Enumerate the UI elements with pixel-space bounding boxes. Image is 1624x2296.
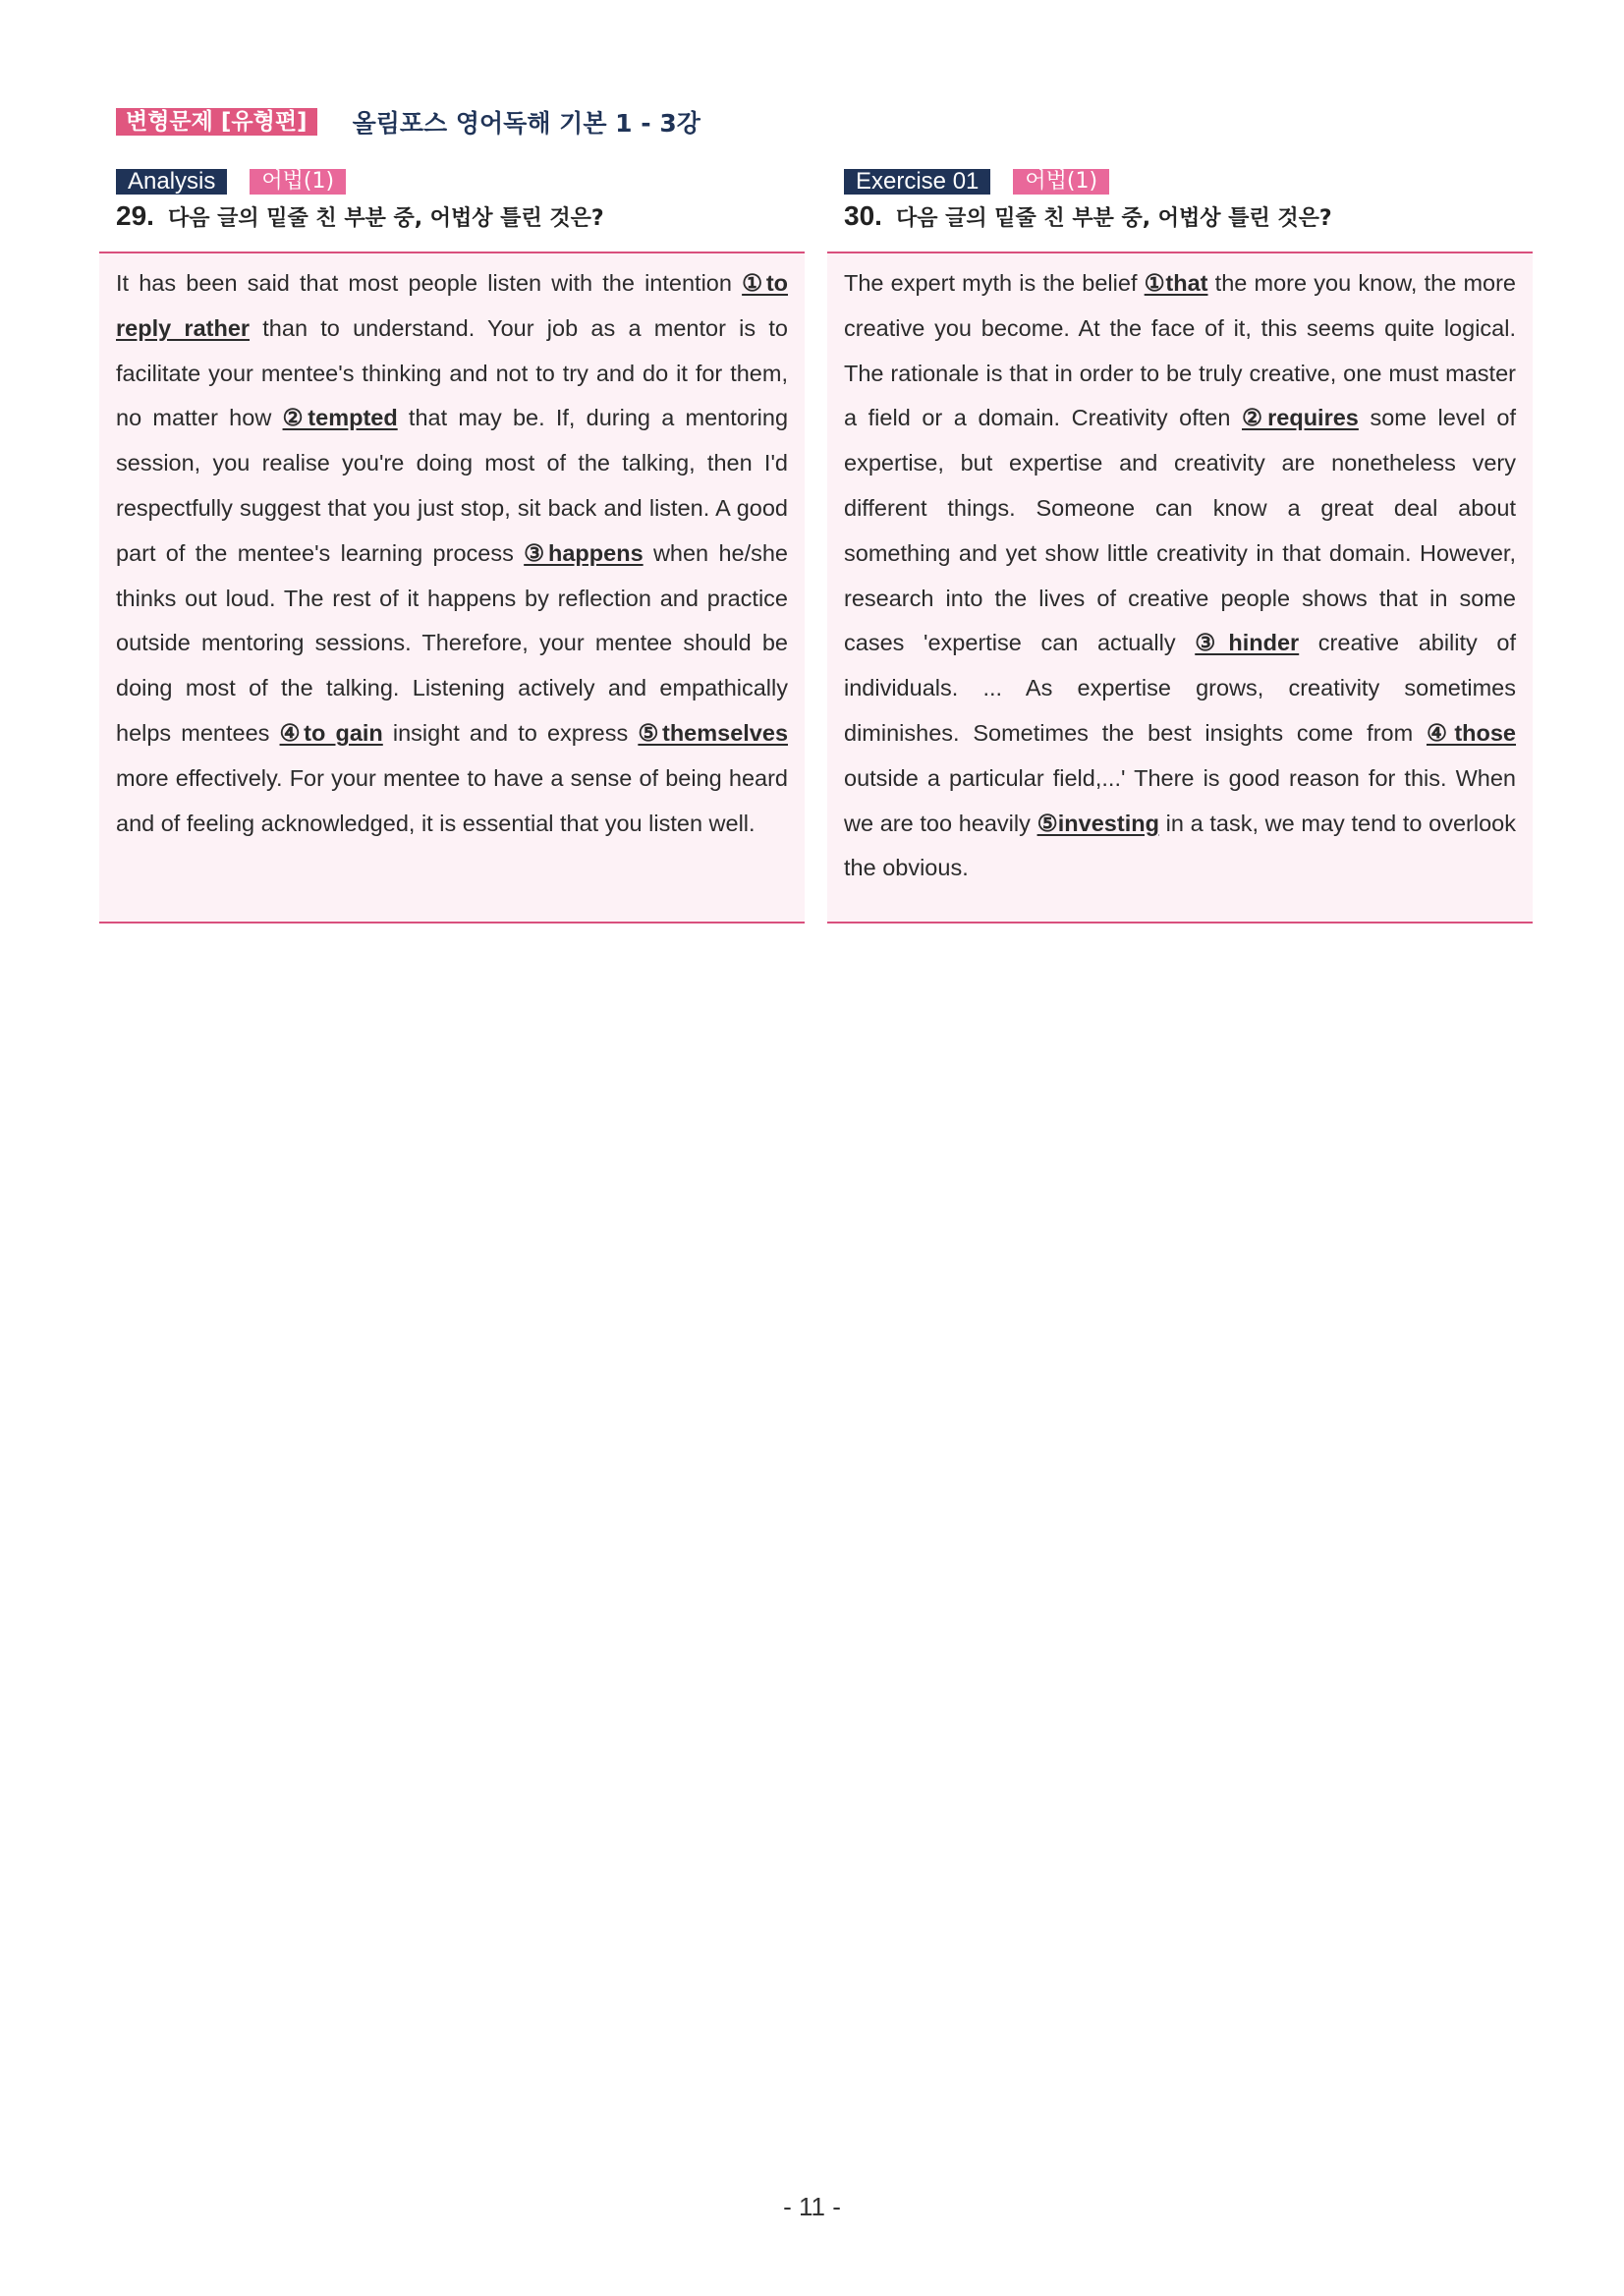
passage-text: [844, 261, 1516, 891]
question-30-labels: [844, 169, 1533, 195]
passage-segment: when he/she thinks out loud. The rest of it happens by reflection and practice outside mentoring sessions. Therefore, your mentee should be doing most of the talking. Listening actively and empathically helps mentees: [116, 539, 788, 746]
passage-box: [99, 252, 805, 924]
underlined-choice: ②requires: [1242, 405, 1359, 431]
passage-segment: some level of expertise, but expertise and creativity are nonetheless very different things. Someone can know a great deal about something and yet show little creativity in that domain. However, research into the lives of creative people shows that in some cases 'expertise can actually: [844, 405, 1517, 656]
underlined-choice: ①that: [1144, 270, 1208, 296]
underlined-choice: ⑤investing: [1036, 810, 1159, 836]
section-label: Exercise 01: [844, 169, 990, 195]
question-29-column: [99, 169, 805, 924]
passage-segment: that may be. If, during a mentoring session, you realise you're doing most of the talking, then I'd respectfully suggest that you just stop, sit back and listen. A good part of the mentee's learning process: [116, 405, 789, 566]
section-label: Analysis: [116, 169, 227, 195]
question-30-prompt: [844, 200, 1533, 232]
passage-segment: more effectively. For your mentee to have a sense of being heard and of feeling acknowledged, it is essential that you listen well.: [116, 764, 788, 836]
passage-segment: insight and to express: [382, 719, 639, 746]
passage-segment: It has been said that most people listen with the intention: [116, 270, 743, 296]
header-title: 올림포스 영어독해 기본 1 - 3강: [352, 109, 700, 138]
underlined-choice: ④those: [1426, 719, 1517, 746]
passage-box: [827, 252, 1533, 924]
passage-segment: The expert myth is the belief: [844, 270, 1145, 296]
question-text: 다음 글의 밑줄 친 부분 중, 어법상 틀린 것은?: [167, 206, 604, 231]
question-30-column: [827, 169, 1533, 924]
underlined-choice: ③happens: [524, 539, 644, 566]
underlined-choice: ①to reply rather: [116, 270, 789, 341]
page-number: - 11 -: [783, 2192, 841, 2221]
underlined-choice: ②tempted: [282, 405, 398, 431]
underlined-choice: ⑤themselves: [638, 719, 789, 746]
passage-text: [116, 261, 788, 846]
question-text: 다음 글의 밑줄 친 부분 중, 어법상 틀린 것은?: [895, 206, 1332, 231]
underlined-choice: ④to gain: [279, 719, 383, 746]
passage-segment: than to understand. Your job as a mentor is to facilitate your mentee's thinking and not to try and do it for them, no matter how: [116, 314, 788, 431]
question-number: 30.: [844, 200, 882, 231]
page-header: [116, 104, 700, 140]
underlined-choice: ③hinder: [1195, 630, 1300, 656]
question-29-labels: [116, 169, 805, 195]
passage-segment: in a task, we may tend to overlook the obvious.: [844, 810, 1516, 881]
question-number: 29.: [116, 200, 154, 231]
passage-segment: creative ability of individuals. ... As expertise grows, creativity sometimes diminishes. Sometimes the best insights come from: [844, 630, 1516, 746]
passage-segment: outside a particular field,...' There is good reason for this. When we are too heavily: [844, 764, 1516, 836]
question-29-prompt: [116, 200, 805, 232]
worksheet-type-badge: 변형문제 [유형편]: [116, 108, 317, 136]
passage-segment: the more you know, the more creative you become. At the face of it, this seems quite logical. The rationale is that in order to be truly creative, one must master a field or a domain. Creativity often: [844, 270, 1516, 431]
category-label: 어법(1): [1013, 169, 1109, 195]
category-label: 어법(1): [250, 169, 346, 195]
